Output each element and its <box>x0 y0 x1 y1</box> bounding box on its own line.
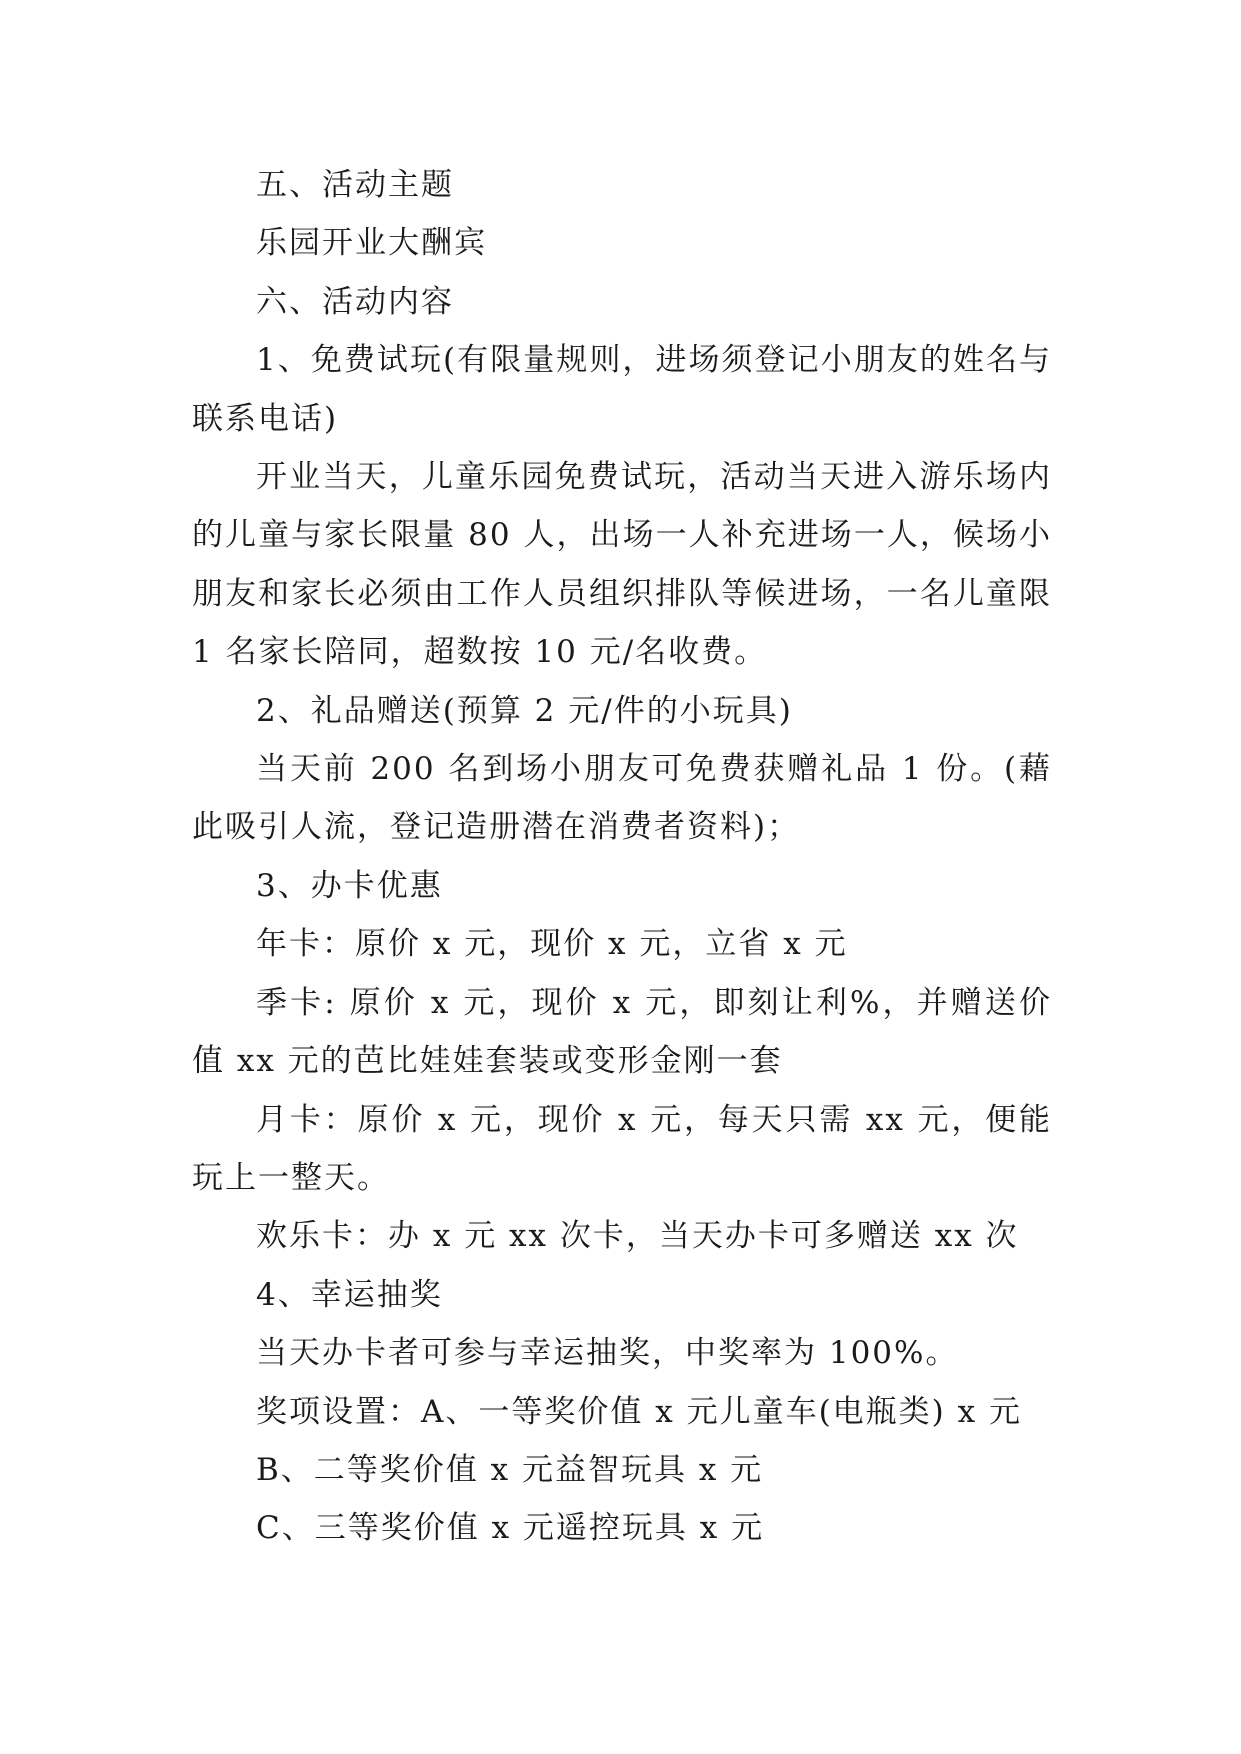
document-body <box>192 156 1052 1558</box>
card-offer: 月卡：原价 x 元，现价 x 元，每天只需 xx 元，便能玩上一整天。 <box>192 1101 1052 1196</box>
body-paragraph: 当天办卡者可参与幸运抽奖，中奖率为 100%。 <box>256 1335 959 1372</box>
card-offer: 季卡: 原价 x 元，现价 x 元，即刻让利%，并赠送价值 xx 元的芭比娃娃套装或变形金刚一套 <box>192 984 1052 1080</box>
card-offer: 欢乐卡：办 x 元 xx 次卡，当天办卡可多赠送 xx 次 <box>256 1218 1019 1255</box>
body-paragraph: 开业当天，儿童乐园免费试玩，活动当天进入游乐场内的儿童与家长限量 80 人，出场一人补充进场一人，候场小朋友和家长必须由工作人员组织排队等候进场，一名儿童限 1 名家长陪同，超数按 10 元/名收费。 <box>192 459 1052 671</box>
item-heading: 2、礼品赠送(预算 2 元/件的小玩具) <box>256 692 793 729</box>
prize-line: B、二等奖价值 x 元益智玩具 x 元 <box>256 1451 764 1488</box>
prize-line: C、三等奖价值 x 元遥控玩具 x 元 <box>256 1510 765 1547</box>
section-heading: 五、活动主题 <box>256 167 454 203</box>
item-heading: 4、幸运抽奖 <box>256 1276 443 1313</box>
item-heading: 1、免费试玩(有限量规则，进场须登记小朋友的姓名与联系电话) <box>192 342 1052 437</box>
prize-line: 奖项设置：A、一等奖价值 x 元儿童车(电瓶类) x 元 <box>256 1393 1022 1430</box>
card-offer: 年卡：原价 x 元，现价 x 元，立省 x 元 <box>256 926 848 963</box>
body-paragraph: 当天前 200 名到场小朋友可免费获赠礼品 1 份。(藉此吸引人流，登记造册潜在消费者资料)； <box>192 751 1052 846</box>
theme-text: 乐园开业大酬宾 <box>256 225 487 262</box>
section-heading: 六、活动内容 <box>256 283 454 320</box>
item-heading: 3、办卡优惠 <box>256 867 443 904</box>
